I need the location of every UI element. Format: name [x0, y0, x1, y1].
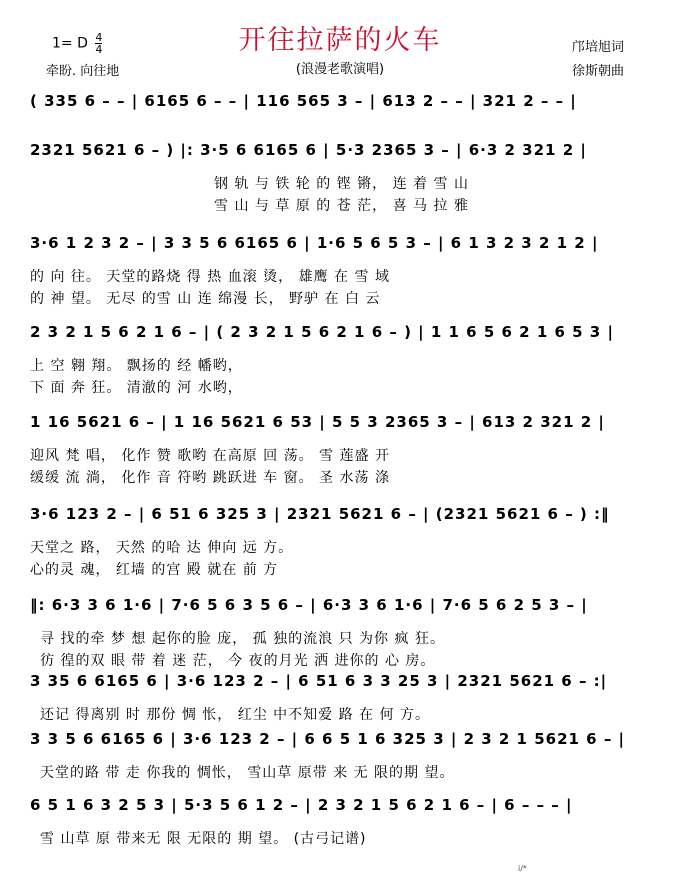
lyric-line: 的 向 往。 天堂的路烧 得 热 血滚 烫， 雄鹰 在 雪 域: [30, 269, 390, 285]
notation-row: 3 35 6 6165 6 | 3·6 123 2 – | 6 51 6 3 3 25 3 | 2321 5621 6 – :|: [30, 672, 608, 690]
key-label: 1= D: [52, 35, 88, 52]
notation-row: 3·6 1 2 3 2 – | 3 3 5 6 6165 6 | 1·6 5 6 5 3 – | 6 1 3 2 3 2 1 2 |: [30, 234, 599, 252]
lyric-line: 雪 山草 原 带来无 限 无限的 期 望。 (古弓记谱): [40, 831, 367, 847]
lyric-line: 天堂之 路， 天然 的哈 达 伸向 远 方。: [30, 540, 294, 556]
lyric-line: 下 面 奔 狂。 清澈的 河 水哟，: [30, 380, 243, 396]
lyricist: 邝培旭词: [572, 40, 625, 55]
song-subtitle: (浪漫老歌演唱): [295, 62, 385, 77]
footer-mark: i/*: [518, 864, 527, 873]
notation-row: ‖: 6·3 3 6 1·6 | 7·6 5 6 3 5 6 – | 6·3 3 6 1·6 | 7·6 5 6 2 5 3 – |: [30, 596, 588, 614]
time-sig-bottom: 4: [95, 43, 103, 56]
notation-row: 3 3 5 6 6165 6 | 3·6 123 2 – | 6 6 5 1 6 325 3 | 2 3 2 1 5621 6 – |: [30, 730, 626, 748]
time-signature: [95, 32, 102, 55]
notation-row: 2 3 2 1 5 6 2 1 6 – | ( 2 3 2 1 5 6 2 1 6 – ) | 1 1 6 5 6 2 1 6 5 3 |: [30, 323, 614, 341]
lyric-line: 彷 徨的双 眼 带 着 迷 茫， 今 夜的月光 洒 进你的 心 房。: [40, 653, 436, 669]
lyric-line: 迎风 梵 唱， 化作 赞 歌哟 在高原 回 荡。 雪 莲盛 开: [30, 448, 390, 464]
lyric-line: 钢 轨 与 铁 轮 的 铿 锵， 连 着 雪 山: [214, 176, 469, 192]
notation-row: 3·6 123 2 – | 6 51 6 325 3 | 2321 5621 6 – | (2321 5621 6 – ) :‖: [30, 505, 610, 523]
lyric-line: 心的灵 魂， 红墙 的宫 殿 就在 前 方: [30, 562, 279, 578]
song-title: 开往拉萨的火车: [238, 25, 442, 56]
composer: 徐斯朝曲: [572, 64, 625, 79]
notation-row: 2321 5621 6 – ) |: 3·5 6 6165 6 | 5·3 2365 3 – | 6·3 2 321 2 |: [30, 141, 587, 159]
singer-note: 牵盼. 向往地: [46, 64, 120, 79]
lyric-line: 还记 得离别 时 那份 惆 怅， 红尘 中不知爱 路 在 何 方。: [40, 707, 430, 723]
lyric-line: 缓缓 流 淌， 化作 音 符哟 跳跃进 车 窗。 圣 水荡 涤: [30, 470, 390, 486]
lyric-line: 天堂的路 带 走 你我的 惆怅， 雪山草 原带 来 无 限的期 望。: [40, 765, 455, 781]
lyric-line: 雪 山 与 草 原 的 苍 茫， 喜 马 拉 雅: [214, 198, 469, 214]
notation-row: 1 16 5621 6 – | 1 16 5621 6 53 | 5 5 3 2365 3 – | 613 2 321 2 |: [30, 413, 605, 431]
key-signature: [52, 32, 102, 55]
lyric-line: 寻 找的牵 梦 想 起你的脸 庞， 孤 独的流浪 只 为你 疯 狂。: [40, 631, 445, 647]
notation-row: ( 335 6 – – | 6165 6 – – | 116 565 3 – | 613 2 – – | 321 2 – – |: [30, 92, 577, 110]
notation-row: 6 5 1 6 3 2 5 3 | 5·3 5 6 1 2 – | 2 3 2 1 5 6 2 1 6 – | 6 – – – |: [30, 796, 573, 814]
time-sig-top: 4: [95, 31, 103, 44]
lyric-line: 的 神 望。 无尽 的雪 山 连 绵漫 长， 野驴 在 白 云: [30, 291, 381, 307]
lyric-line: 上 空 翱 翔。 飘扬的 经 幡哟，: [30, 358, 243, 374]
